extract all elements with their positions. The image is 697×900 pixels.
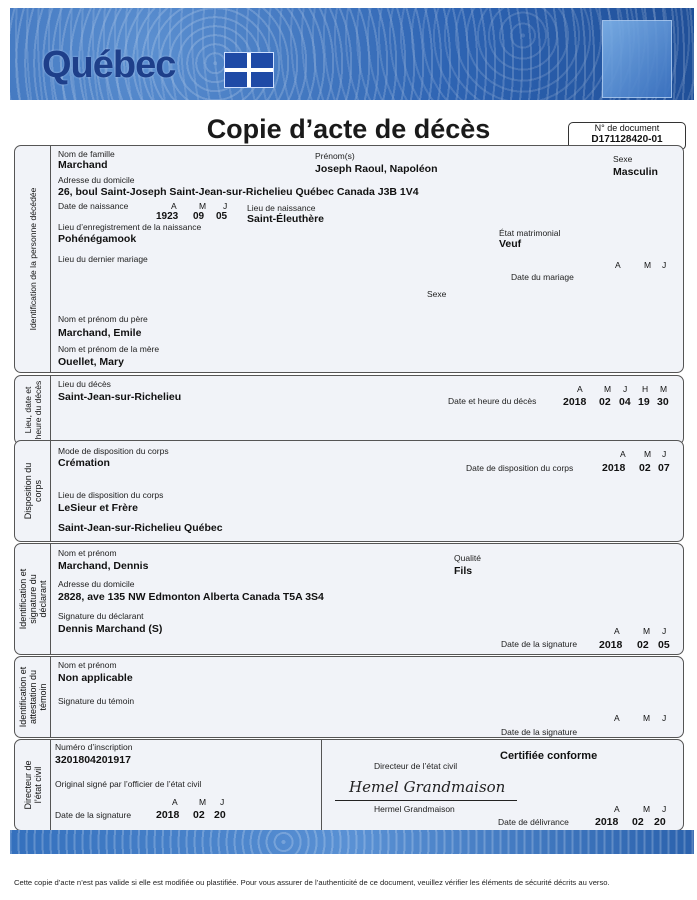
- month-letter: M: [644, 260, 652, 270]
- day-letter: J: [662, 713, 667, 723]
- witness-sign-date-label: Date de la signature: [501, 727, 578, 737]
- witness-signature-label: Signature du témoin: [58, 696, 135, 706]
- section-declarant: [14, 543, 684, 655]
- header-banner: [10, 8, 694, 100]
- declarant-sign-year: 2018: [599, 639, 623, 651]
- day-letter: J: [662, 260, 667, 270]
- disposition-month: 02: [639, 462, 651, 474]
- marital-status-label: État matrimonial: [499, 228, 561, 238]
- director-name: Hermel Grandmaison: [374, 804, 455, 814]
- family-name-label: Nom de famille: [58, 149, 115, 159]
- death-place-label: Lieu du décès: [58, 379, 111, 389]
- disposition-place-line1: LeSieur et Frère: [58, 502, 138, 514]
- signature-line: [335, 800, 517, 801]
- certified-text: Certifiée conforme: [500, 750, 598, 762]
- section-deceased: [14, 145, 684, 373]
- director-sign-year: 2018: [156, 809, 180, 821]
- section-place-date: [14, 375, 684, 445]
- mother-label: Nom et prénom de la mère: [58, 344, 160, 354]
- footer-banner: [10, 830, 694, 854]
- year-letter: A: [614, 804, 620, 814]
- declarant-address: 2828, ave 135 NW Edmonton Alberta Canada T5A 3S4: [58, 591, 324, 603]
- birth-month: 09: [193, 211, 205, 222]
- declarant-sign-month: 02: [637, 639, 649, 651]
- death-minute: 30: [657, 396, 669, 408]
- minute-letter: M: [660, 384, 668, 394]
- section-witness: [14, 656, 684, 738]
- month-letter: M: [199, 201, 207, 211]
- original-signed-text: Original signé par l’officier de l’état civil: [55, 779, 202, 789]
- disposition-place-line2: Saint-Jean-sur-Richelieu Québec: [58, 522, 223, 534]
- birth-place: Saint-Éleuthère: [247, 213, 325, 225]
- death-month: 02: [599, 396, 611, 408]
- section-disposition: [14, 440, 684, 542]
- birth-year: 1923: [156, 211, 179, 222]
- death-year: 2018: [563, 396, 587, 408]
- month-letter: M: [604, 384, 612, 394]
- section-side-title: Identification et signature du déclarant: [15, 544, 51, 654]
- marriage-date-label: Date du mariage: [511, 272, 574, 282]
- day-letter: J: [662, 626, 667, 636]
- spouse-sex-label: Sexe: [427, 289, 447, 299]
- death-datetime-label: Date et heure du décès: [448, 396, 537, 406]
- page-title: Copie d’acte de décès: [206, 114, 491, 144]
- section-side-title: Identification de la personne décédée: [15, 146, 51, 372]
- disposition-year: 2018: [602, 462, 626, 474]
- year-letter: A: [614, 626, 620, 636]
- section-director: [14, 739, 684, 831]
- security-seal-icon: [602, 20, 672, 98]
- section-side-title: Disposition du corps: [15, 441, 51, 541]
- disposition-place-label: Lieu de disposition du corps: [58, 490, 164, 500]
- disposition-mode-label: Mode de disposition du corps: [58, 446, 169, 456]
- security-pattern: [10, 830, 694, 854]
- year-letter: A: [577, 384, 583, 394]
- inscription-label: Numéro d’inscription: [55, 742, 133, 752]
- registration-place: Pohénégamook: [58, 233, 137, 245]
- day-letter: J: [220, 797, 225, 807]
- director-signature: Hemel Grandmaison: [349, 778, 506, 796]
- birth-place-label: Lieu de naissance: [247, 203, 316, 213]
- month-letter: M: [643, 713, 651, 723]
- declarant-sign-day: 05: [658, 639, 670, 651]
- declarant-signature-label: Signature du déclarant: [58, 611, 144, 621]
- director-sign-day: 20: [214, 809, 226, 821]
- address-label: Adresse du domicile: [58, 175, 135, 185]
- last-marriage-place-label: Lieu du dernier mariage: [58, 254, 148, 264]
- sex: Masculin: [613, 166, 658, 178]
- day-letter: J: [662, 449, 667, 459]
- year-letter: A: [620, 449, 626, 459]
- year-letter: A: [172, 797, 178, 807]
- father-name: Marchand, Emile: [58, 327, 142, 339]
- death-day: 04: [619, 396, 631, 408]
- declarant-name-label: Nom et prénom: [58, 548, 117, 558]
- witness-name: Non applicable: [58, 672, 133, 684]
- section-side-title: Directeur de l’état civil: [15, 740, 51, 830]
- family-name: Marchand: [58, 159, 108, 171]
- declarant-signature: Dennis Marchand (S): [58, 623, 163, 635]
- declarant-sign-date-label: Date de la signature: [501, 639, 578, 649]
- marital-status: Veuf: [499, 238, 522, 250]
- document-number-label: N° de document: [594, 123, 660, 133]
- year-letter: A: [615, 260, 621, 270]
- address: 26, boul Saint-Joseph Saint-Jean-sur-Richelieu Québec Canada J3B 1V4: [58, 186, 419, 198]
- director-label: Directeur de l’état civil: [374, 761, 458, 771]
- month-letter: M: [199, 797, 207, 807]
- given-names: Joseph Raoul, Napoléon: [315, 163, 438, 175]
- witness-name-label: Nom et prénom: [58, 660, 117, 670]
- delivery-month: 02: [632, 816, 644, 828]
- day-letter: J: [662, 804, 667, 814]
- declarant-address-label: Adresse du domicile: [58, 579, 135, 589]
- mother-name: Ouellet, Mary: [58, 356, 124, 368]
- month-letter: M: [644, 449, 652, 459]
- birth-day: 05: [216, 211, 228, 222]
- month-letter: M: [643, 804, 651, 814]
- disposition-date-label: Date de disposition du corps: [466, 463, 574, 473]
- quality: Fils: [454, 565, 473, 577]
- delivery-year: 2018: [595, 816, 619, 828]
- day-letter: J: [223, 201, 228, 211]
- section-side-title: Lieu, date et heure du décès: [15, 376, 51, 444]
- quebec-logo: Québec: [42, 44, 176, 86]
- document-number: D171128420-01: [591, 134, 663, 145]
- vertical-divider: [321, 740, 322, 830]
- death-hour: 19: [638, 396, 650, 408]
- director-sign-date-label: Date de la signature: [55, 810, 132, 820]
- section-side-title: Identification et attestation du témoin: [15, 657, 51, 737]
- disposition-day: 07: [658, 462, 670, 474]
- year-letter: A: [614, 713, 620, 723]
- director-sign-month: 02: [193, 809, 205, 821]
- fleurdelise-flag-icon: [224, 52, 274, 88]
- registration-place-label: Lieu d’enregistrement de la naissance: [58, 222, 202, 232]
- footnote: Cette copie d’acte n’est pas valide si elle est modifiée ou plastifiée. Pour vous assurer de l’authenticité de ce document, veuillez vérifier les éléments de sécurité décrits au verso.: [14, 878, 610, 887]
- disposition-mode: Crémation: [58, 457, 110, 469]
- delivery-date-label: Date de délivrance: [498, 817, 569, 827]
- death-place: Saint-Jean-sur-Richelieu: [58, 391, 182, 403]
- given-names-label: Prénom(s): [315, 151, 355, 161]
- delivery-day: 20: [654, 816, 666, 828]
- quality-label: Qualité: [454, 553, 481, 563]
- sex-label: Sexe: [613, 154, 633, 164]
- father-label: Nom et prénom du père: [58, 314, 148, 324]
- declarant-name: Marchand, Dennis: [58, 560, 149, 572]
- day-letter: J: [623, 384, 628, 394]
- hour-letter: H: [642, 384, 649, 394]
- year-letter: A: [171, 201, 177, 211]
- birth-date-label: Date de naissance: [58, 201, 129, 211]
- month-letter: M: [643, 626, 651, 636]
- inscription-number: 3201804201917: [55, 754, 131, 766]
